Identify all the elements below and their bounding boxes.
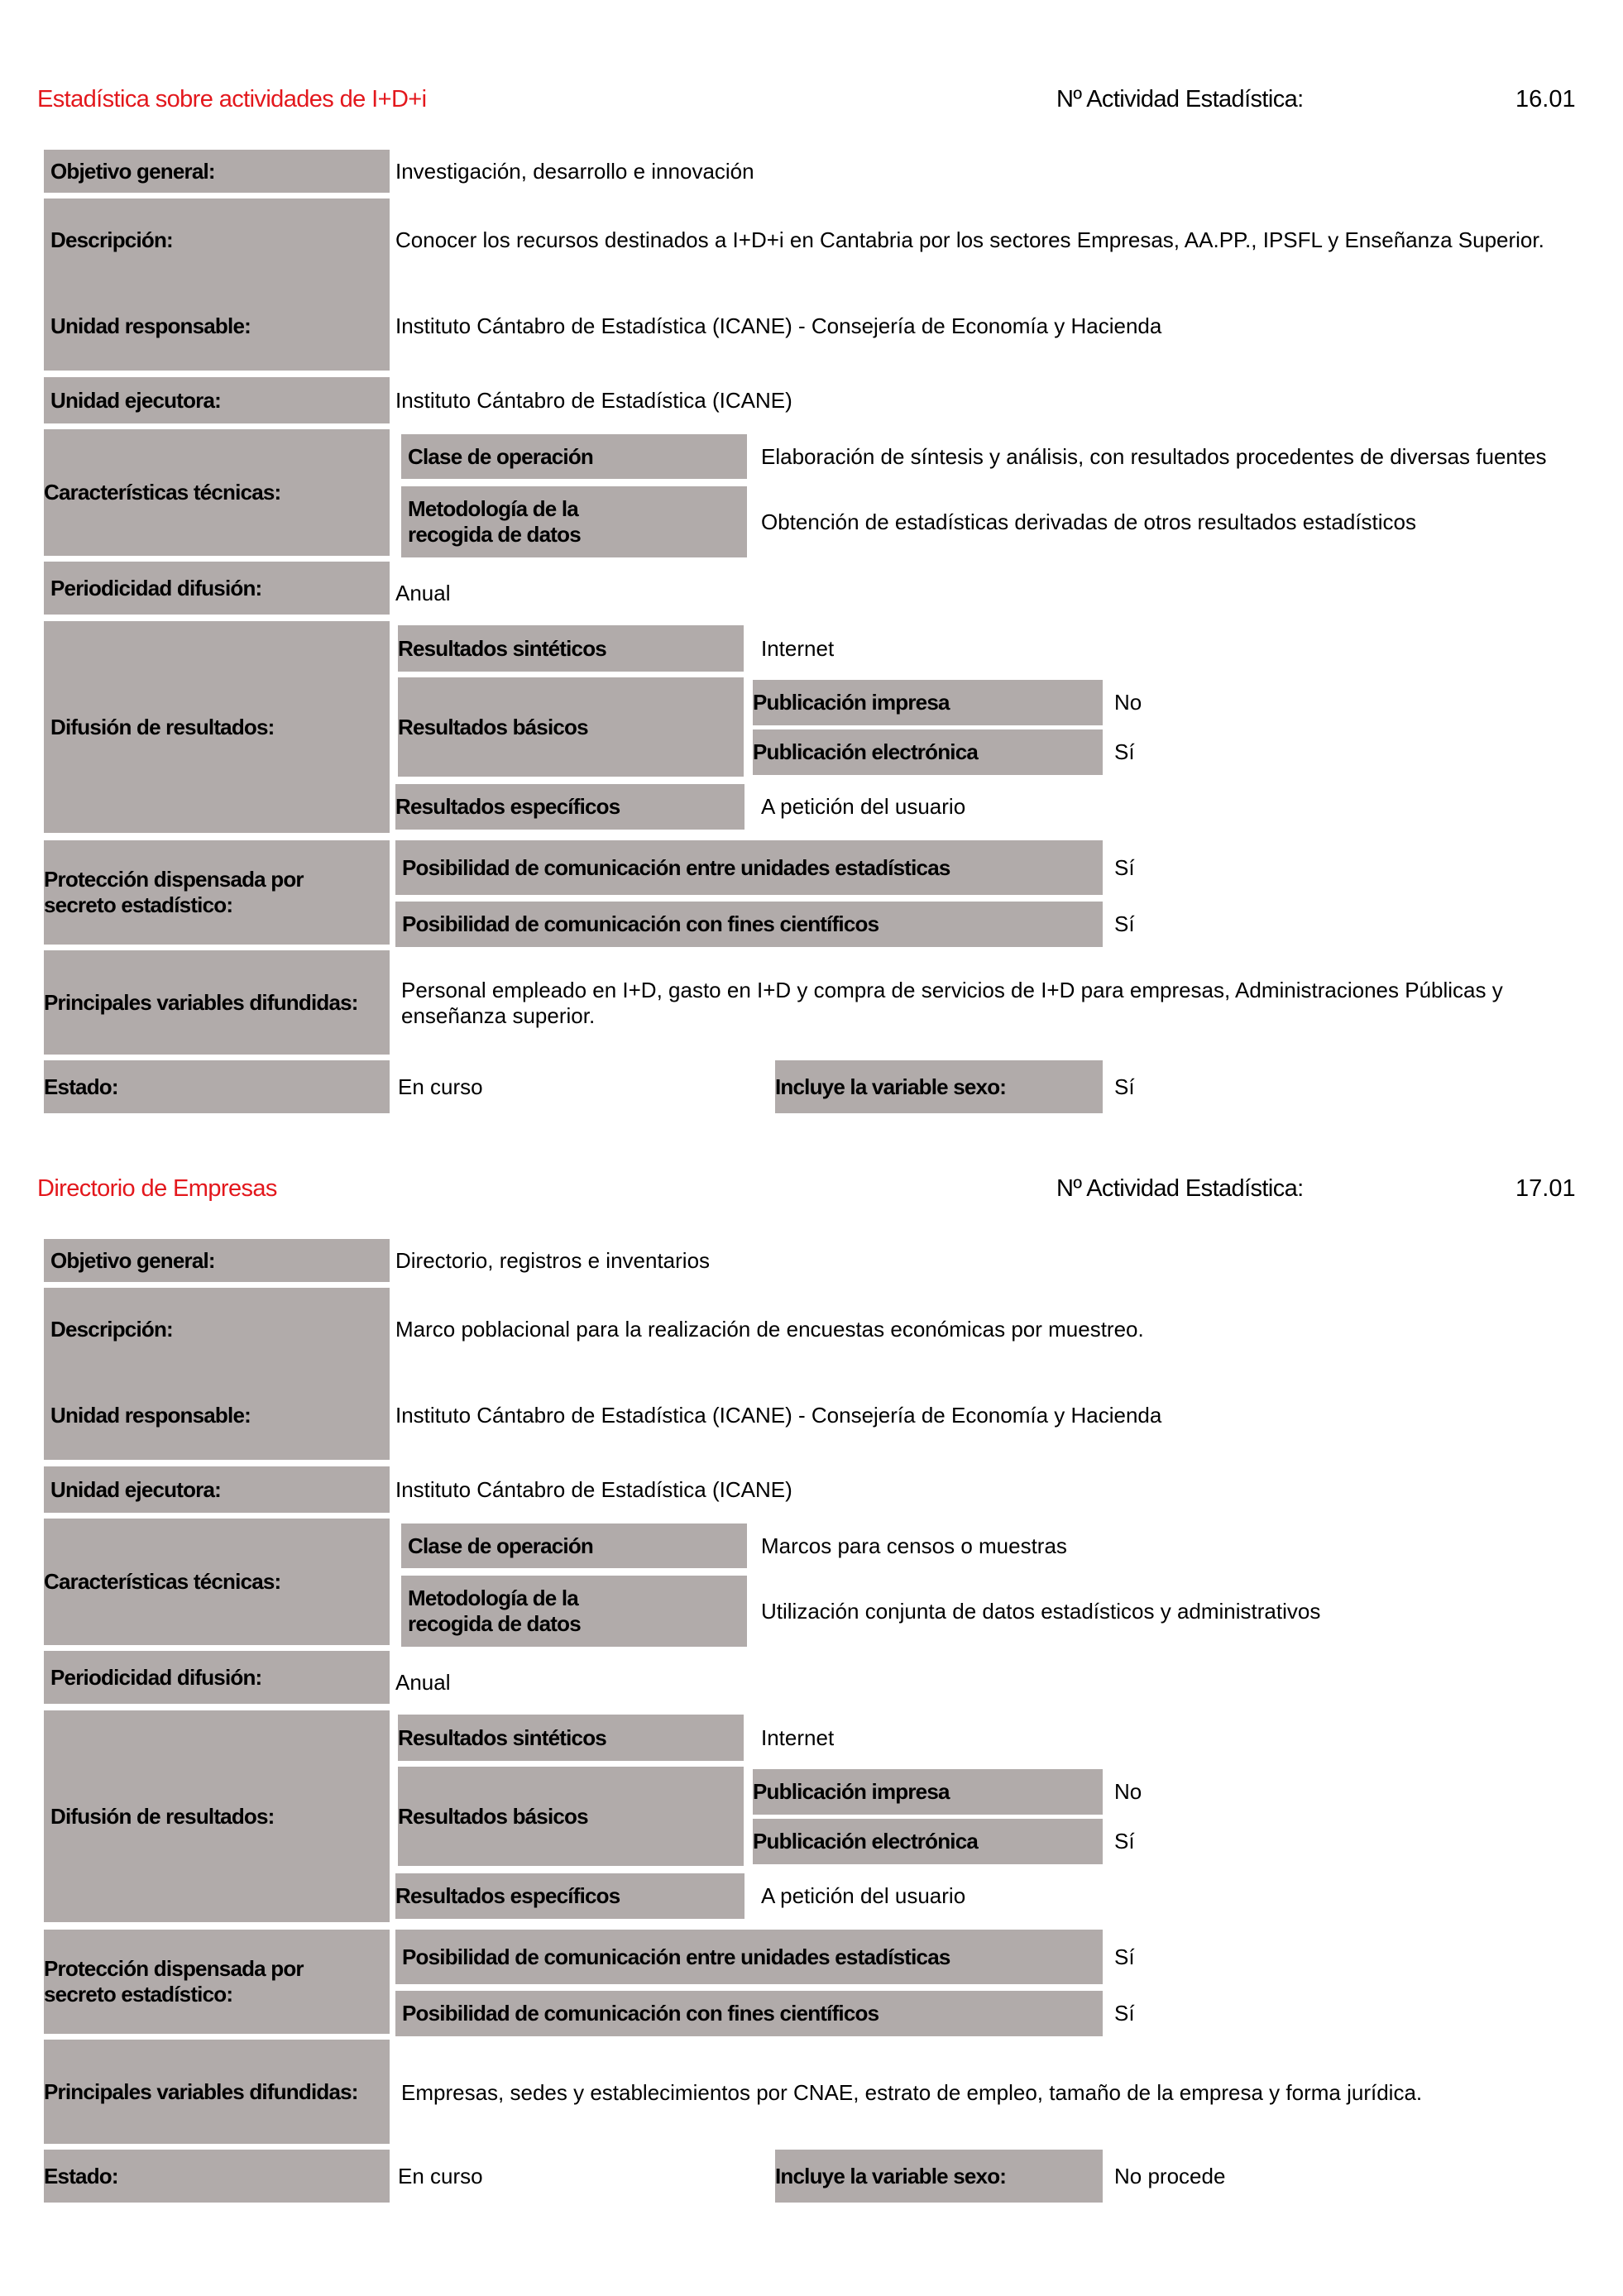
com-cientificos-label: Posibilidad de comunicación con fines científicos [395,902,1103,947]
proteccion-label: Protección dispensada por secreto estadístico: [44,840,390,945]
unidad-responsable-value: Instituto Cántabro de Estadística (ICANE) - Consejería de Economía y Hacienda [395,1402,1162,1428]
resultados-especificos-label: Resultados específicos [395,1873,744,1919]
activity-title: Estadística sobre actividades de I+D+i [37,86,427,112]
resultados-sinteticos-label: Resultados sintéticos [398,1715,744,1761]
resultados-sinteticos-value: Internet [761,1724,835,1750]
descripcion-label: Descripción: [50,1316,173,1342]
unidad-ejecutora-value: Instituto Cántabro de Estadística (ICANE) [395,387,792,413]
activity-title: Directorio de Empresas [37,1175,277,1202]
activity-number-label: Nº Actividad Estadística: [1056,86,1304,112]
resultados-sinteticos-value: Internet [761,635,835,661]
com-cientificos-label: Posibilidad de comunicación con fines científicos [395,1991,1103,2036]
unidad-ejecutora-value: Instituto Cántabro de Estadística (ICANE) [395,1476,792,1502]
objetivo-label: Objetivo general: [44,150,390,193]
variables-label: Principales variables difundidas: [44,2040,390,2144]
clase-operacion-label: Clase de operación [401,434,747,479]
estado-label: Estado: [44,1060,390,1113]
resultados-especificos-value: A petición del usuario [761,1883,966,1908]
com-unidades-value: Sí [1114,854,1135,880]
unidad-responsable-label: Unidad responsable: [50,313,251,338]
metodologia-label: Metodología de la recogida de datos [401,486,747,557]
caracteristicas-label: Características técnicas: [44,1519,390,1645]
publicacion-electronica-value: Sí [1114,1829,1135,1854]
sexo-value: No procede [1114,2163,1226,2188]
resultados-especificos-label: Resultados específicos [395,784,744,830]
com-cientificos-value: Sí [1114,2001,1135,2026]
unidad-responsable-label: Unidad responsable: [50,1402,251,1428]
metodologia-value: Obtención de estadísticas derivadas de otros resultados estadísticos [761,509,1416,534]
objetivo-value: Directorio, registros e inventarios [395,1247,711,1273]
estado-label: Estado: [44,2150,390,2203]
com-unidades-value: Sí [1114,1944,1135,1969]
resultados-basicos-label: Resultados básicos [398,1767,744,1866]
publicacion-impresa-label: Publicación impresa [753,1769,1103,1815]
caracteristicas-label: Características técnicas: [44,429,390,556]
unidad-ejecutora-label: Unidad ejecutora: [44,1466,390,1513]
activity-number: 17.01 [1515,1175,1576,1202]
resultados-sinteticos-label: Resultados sintéticos [398,625,744,672]
unidad-responsable-value: Instituto Cántabro de Estadística (ICANE) - Consejería de Economía y Hacienda [395,313,1162,338]
sexo-label: Incluye la variable sexo: [775,2150,1103,2203]
sexo-label: Incluye la variable sexo: [775,1060,1103,1113]
variables-value: Personal empleado en I+D, gasto en I+D y compra de servicios de I+D para empresas, Administraciones Públicas y enseñanza superior. [401,978,1503,1028]
publicacion-electronica-label: Publicación electrónica [753,1819,1103,1864]
publicacion-impresa-value: No [1114,690,1142,715]
com-cientificos-value: Sí [1114,911,1135,936]
periodicidad-label: Periodicidad difusión: [44,562,390,615]
periodicidad-label: Periodicidad difusión: [44,1651,390,1704]
variables-label: Principales variables difundidas: [44,950,390,1055]
publicacion-electronica-label: Publicación electrónica [753,729,1103,775]
descripcion-value: Marco poblacional para la realización de encuestas económicas por muestreo. [395,1316,1144,1342]
clase-operacion-value: Elaboración de síntesis y análisis, con resultados procedentes de diversas fuentes [761,443,1547,469]
metodologia-label: Metodología de la recogida de datos [401,1576,747,1647]
com-unidades-label: Posibilidad de comunicación entre unidades estadísticas [395,840,1103,895]
descripcion-value: Conocer los recursos destinados a I+D+i en Cantabria por los sectores Empresas, AA.PP., IPSFL y Enseñanza Superior. [395,227,1544,252]
difusion-label: Difusión de resultados: [44,1710,390,1922]
proteccion-label: Protección dispensada por secreto estadístico: [44,1930,390,2034]
objetivo-label: Objetivo general: [44,1239,390,1282]
com-unidades-label: Posibilidad de comunicación entre unidades estadísticas [395,1930,1103,1984]
periodicidad-value: Anual [395,580,451,605]
sexo-value: Sí [1114,1074,1135,1099]
activity-number-label: Nº Actividad Estadística: [1056,1175,1304,1202]
metodologia-value: Utilización conjunta de datos estadísticos y administrativos [761,1598,1321,1624]
descripcion-label: Descripción: [50,227,173,252]
clase-operacion-label: Clase de operación [401,1523,747,1568]
publicacion-impresa-label: Publicación impresa [753,680,1103,725]
resultados-basicos-label: Resultados básicos [398,677,744,777]
resultados-especificos-value: A petición del usuario [761,794,966,819]
publicacion-electronica-value: Sí [1114,739,1135,764]
unidad-ejecutora-label: Unidad ejecutora: [44,377,390,423]
clase-operacion-value: Marcos para censos o muestras [761,1533,1067,1558]
periodicidad-value: Anual [395,1669,451,1695]
variables-value: Empresas, sedes y establecimientos por CNAE, estrato de empleo, tamaño de la empresa y forma jurídica. [401,2079,1423,2105]
estado-value: En curso [398,1074,483,1099]
publicacion-impresa-value: No [1114,1779,1142,1804]
activity-number: 16.01 [1515,86,1576,112]
objetivo-value: Investigación, desarrollo e innovación [395,158,754,184]
difusion-label: Difusión de resultados: [44,621,390,833]
estado-value: En curso [398,2163,483,2188]
